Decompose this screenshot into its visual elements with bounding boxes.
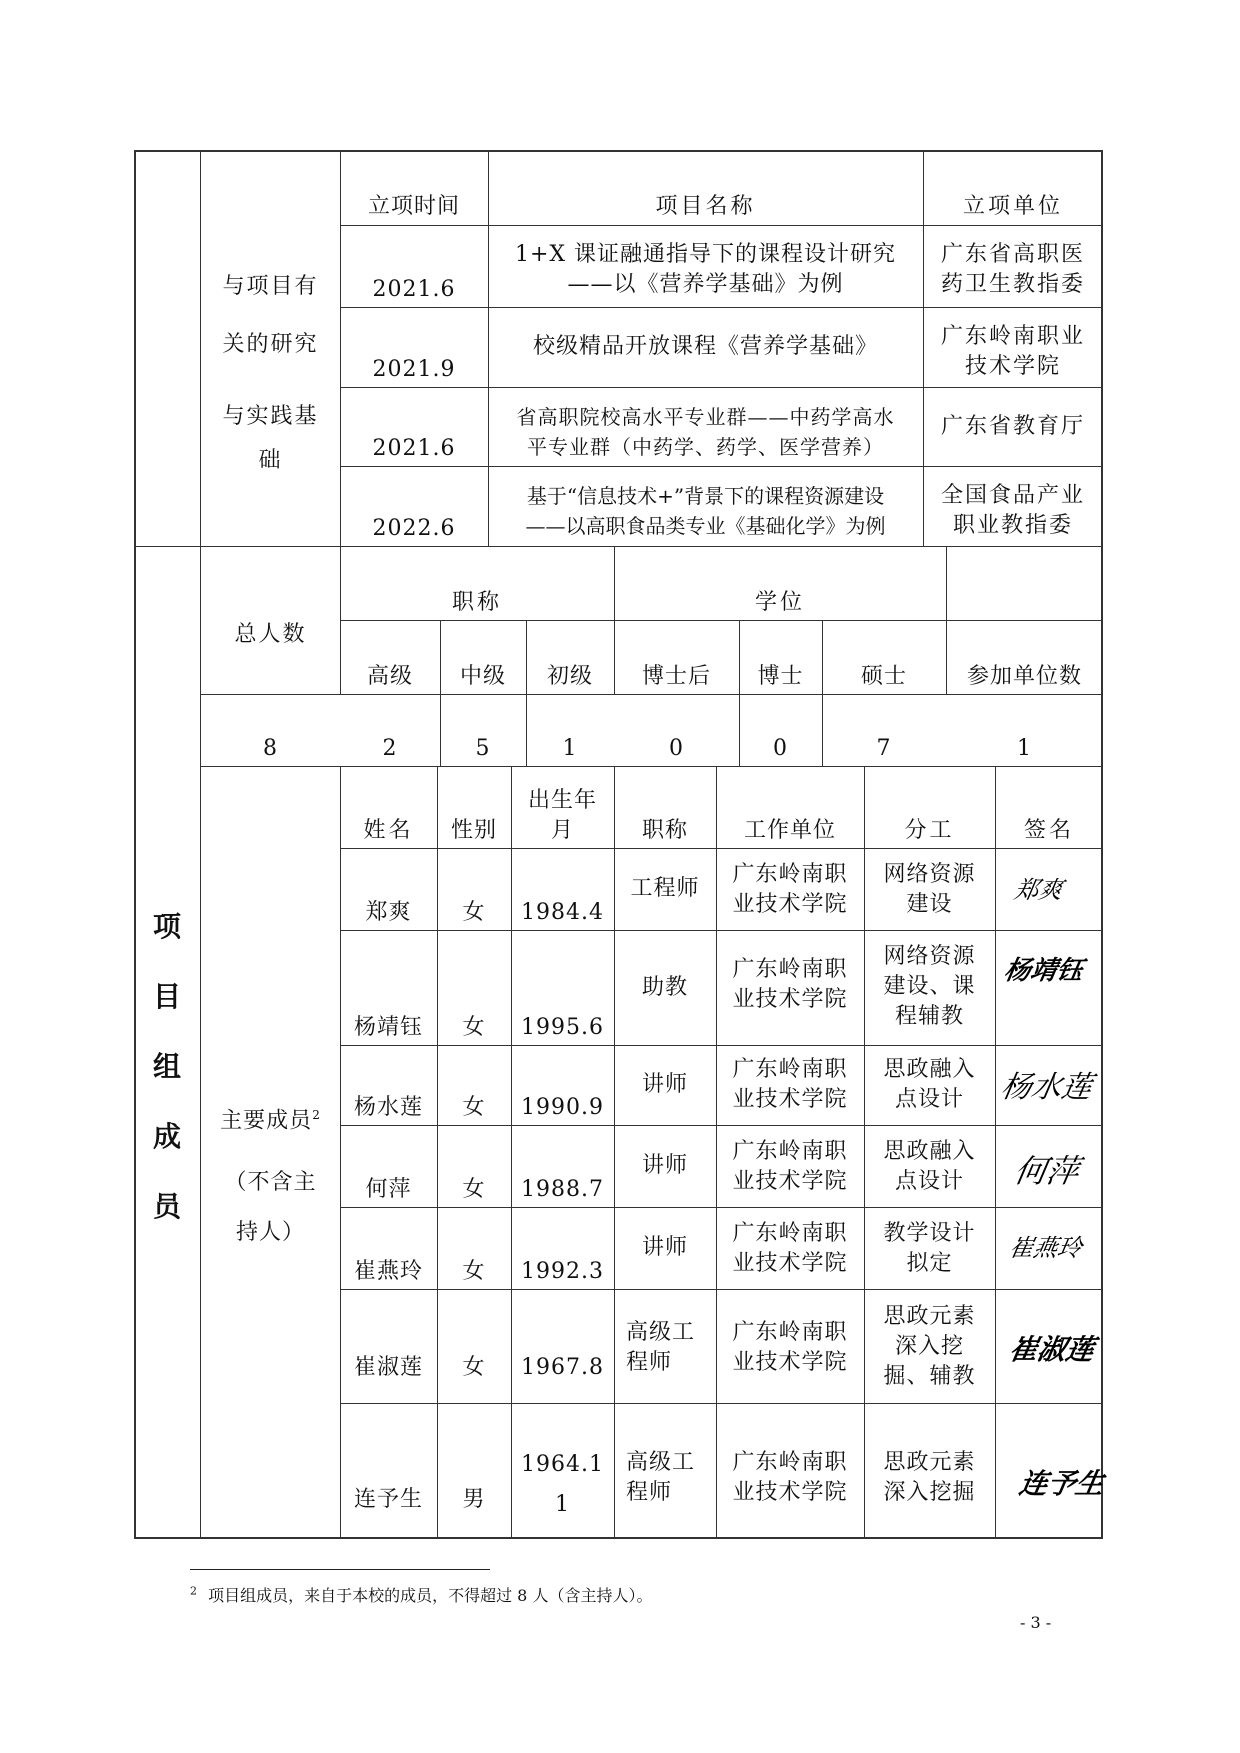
- member-signature: 崔燕玲: [1007, 1234, 1085, 1262]
- project-row-unit: 全国食品产业 职业教指委: [940, 483, 1085, 538]
- member-header-birth: 出生年 月: [527, 788, 597, 843]
- member-birth: 1964.1 1: [521, 1452, 604, 1517]
- member-signature: 郑爽: [1012, 876, 1066, 904]
- member-gender: 女: [462, 1177, 486, 1202]
- member-gender: 女: [462, 1095, 486, 1120]
- member-duty: 网络资源 建设: [883, 862, 976, 917]
- project-row-unit: 广东省高职医 药卫生教指委: [940, 242, 1085, 297]
- member-signature: 杨靖钰: [1001, 956, 1086, 986]
- col-master: 硕士: [860, 664, 907, 689]
- member-name: 杨水莲: [353, 1095, 423, 1120]
- member-title: 高级工 程师: [626, 1450, 696, 1505]
- member-unit: 广东岭南职 业技术学院: [732, 862, 848, 917]
- project-row-time: 2021.6: [372, 436, 456, 461]
- member-duty: 思政融入 点设计: [883, 1139, 976, 1194]
- member-header-title: 职称: [641, 818, 688, 843]
- value-total: 8: [263, 736, 278, 761]
- member-title: 讲师: [641, 1072, 688, 1097]
- title-group-header: 职称: [451, 590, 502, 615]
- member-header-sign: 签名: [1023, 818, 1074, 843]
- member-title: 助教: [641, 974, 688, 1000]
- member-birth: 1988.7: [521, 1177, 604, 1202]
- project-row-unit: 广东岭南职业 技术学院: [940, 324, 1085, 379]
- member-unit: 广东岭南职 业技术学院: [732, 1221, 848, 1276]
- footnote-rule: [190, 1569, 490, 1570]
- member-birth: 1984.4: [521, 900, 604, 925]
- header-project-name: 项目名称: [655, 194, 756, 219]
- project-row-name: 1+X 课证融通指导下的课程设计研究 ——以《营养学基础》为例: [514, 242, 897, 297]
- value-master: 7: [876, 736, 892, 761]
- project-row-name: 省高职院校高水平专业群——中药学高水 平专业群（中药学、药学、医学营养）: [516, 405, 895, 459]
- project-row-name: 校级精品开放课程《营养学基础》: [532, 334, 878, 359]
- member-signature: 杨水莲: [998, 1070, 1095, 1105]
- member-unit: 广东岭南职 业技术学院: [732, 1057, 848, 1112]
- member-title: 高级工 程师: [626, 1320, 696, 1375]
- member-gender: 女: [462, 1259, 486, 1284]
- value-senior: 2: [382, 736, 398, 761]
- col-junior: 初级: [546, 664, 593, 689]
- member-duty: 教学设计 拟定: [883, 1221, 976, 1276]
- value-junior: 1: [562, 736, 578, 761]
- member-signature: 崔淑莲: [1006, 1333, 1097, 1366]
- member-title: 讲师: [641, 1235, 688, 1260]
- header-project-unit: 立项单位: [962, 194, 1063, 219]
- member-signature: 连予生: [1016, 1467, 1107, 1500]
- member-header-unit: 工作单位: [743, 818, 836, 843]
- member-duty: 思政融入 点设计: [883, 1057, 976, 1112]
- member-title: 工程师: [630, 876, 700, 901]
- header-project-time: 立项时间: [367, 194, 460, 219]
- member-title: 讲师: [641, 1153, 688, 1178]
- member-gender: 女: [462, 1355, 486, 1380]
- project-row-time: 2021.9: [372, 357, 456, 382]
- value-postdoc: 0: [669, 736, 684, 761]
- value-units: 1: [1017, 736, 1032, 761]
- member-header-name: 姓名: [363, 818, 414, 843]
- member-unit: 广东岭南职 业技术学院: [732, 1450, 848, 1505]
- total-count-label: 总人数: [234, 622, 307, 647]
- member-name: 崔燕玲: [353, 1259, 423, 1284]
- member-header-gender: 性别: [450, 818, 497, 843]
- member-name: 郑爽: [365, 900, 412, 925]
- member-gender: 女: [462, 900, 486, 925]
- project-row-time: 2022.6: [372, 516, 456, 541]
- member-duty: 思政元素 深入挖 掘、辅教: [883, 1304, 976, 1389]
- member-birth: 1995.6: [521, 1015, 604, 1040]
- col-units: 参加单位数: [966, 664, 1082, 689]
- footnote: $^2$ 项目组成员，来自于本校的成员，不得超过 8 人（含主持人）。: [190, 1584, 653, 1605]
- member-name: 连予生: [353, 1487, 423, 1512]
- project-row-unit: 广东省教育厅: [940, 413, 1085, 439]
- member-name: 何萍: [365, 1177, 412, 1202]
- member-gender: 男: [462, 1487, 486, 1512]
- col-postdoc: 博士后: [641, 664, 711, 689]
- member-birth: 1992.3: [521, 1259, 604, 1284]
- value-mid: 5: [475, 736, 491, 761]
- page-number: - 3 -: [1020, 1613, 1052, 1632]
- main-members-label: 主要成员$^2$ （不含主 持人）: [220, 1108, 321, 1246]
- col-senior: 高级: [366, 664, 413, 689]
- project-row-time: 2021.6: [372, 277, 456, 302]
- member-birth: 1967.8: [521, 1355, 604, 1380]
- project-row-name: 基于“信息技术+”背景下的课程资源建设 ——以高职食品类专业《基础化学》为例: [525, 484, 886, 538]
- member-unit: 广东岭南职 业技术学院: [732, 1139, 848, 1194]
- member-unit: 广东岭南职 业技术学院: [732, 957, 848, 1012]
- col-mid: 中级: [459, 664, 506, 689]
- member-duty: 网络资源 建设、课 程辅教: [883, 944, 976, 1029]
- page: 与项目有 关的研究 与实践基 础 立项时间 项目名称 立项单位 2021.6 1+X 课证融通指导下的课程设计研究 ——以《营养学基础》为例 广东省高职医 药卫生教指委 2021.9 校级精品开放课程《营养学基础》 广东岭南职业 技术学院 2021.6 省高职院校高水平专业群——中药学高水 平专业群（中药学、药学、医学营养） 广东省教育厅 2022.6 基于“信息技术+”背景下的课程资源建设 ——以高职食品类专业《基础化学》为例 全国食品产业 职业教指委 项 目 组 成 员 总人数 职称 学位 高级 中级 初级 博士后 博士 硕士 参加单位数 8 2 5 1 0 0 7 1 主要成员$^2$ （不含主 持人） 姓名 性别 出生年 月 职称 工作单位 分工 签名 郑爽 女 1984.4 工程师 广东岭南职 业技术学院 网络资源 建设 郑爽 杨靖钰 女 1995.6 助教 广东岭南职 业技术学院 网络资源 建设、课 程辅教 杨靖钰 杨水莲 女 1990.9 讲师 广东岭南职 业技术学院 思政融入 点设计 杨水莲 何萍 女 1988.7 讲师 广东岭南职 业技术学院 思政融入 点设计 何萍 崔燕玲 女 1992.3 讲师 广东岭南职 业技术学院 教学设计 拟定 崔燕玲 崔淑莲 女 1967.8 高级工 程师 广东岭南职 业技术学院 思政元素 深入挖 掘、辅教 崔淑莲 连予生 男 1964.1 1 高级工 程师 广东岭南职 业技术学院 思政元素 深入挖掘 连予生 $^2$ 项目组成员，来自于本校的成员，不得超过 8 人（含主持人）。 - 3 -: [0, 0, 1240, 1753]
- member-birth: 1990.9: [521, 1095, 604, 1120]
- member-name: 崔淑莲: [353, 1355, 423, 1380]
- member-unit: 广东岭南职 业技术学院: [732, 1320, 848, 1375]
- col-doctor: 博士: [757, 664, 804, 689]
- degree-group-header: 学位: [754, 590, 805, 615]
- value-doctor: 0: [773, 736, 788, 761]
- member-name: 杨靖钰: [353, 1015, 423, 1040]
- research-basis-label: 与项目有 关的研究 与实践基 础: [222, 274, 319, 473]
- member-signature: 何萍: [1011, 1152, 1083, 1190]
- member-duty: 思政元素 深入挖掘: [883, 1450, 976, 1505]
- member-header-duty: 分工: [904, 818, 955, 843]
- member-gender: 女: [462, 1015, 486, 1040]
